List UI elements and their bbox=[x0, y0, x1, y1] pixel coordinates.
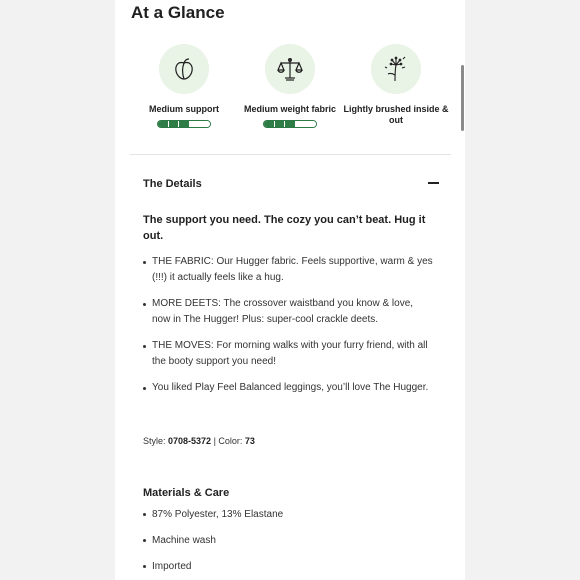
section-divider bbox=[130, 154, 451, 155]
glance-label: Lightly brushed inside & out bbox=[343, 104, 449, 125]
style-label: Style: bbox=[143, 436, 169, 446]
list-item: THE FABRIC: Our Hugger fabric. Feels supportive, warm & yes (!!!) it actually feels like a hug. bbox=[143, 254, 433, 286]
style-color-line bbox=[143, 436, 255, 446]
color-number: 73 bbox=[244, 436, 255, 446]
scrollbar-thumb[interactable] bbox=[461, 65, 464, 131]
details-section-heading[interactable]: The Details bbox=[143, 178, 202, 190]
materials-list bbox=[143, 508, 283, 580]
peach-icon bbox=[159, 44, 209, 94]
glance-label: Medium support bbox=[149, 104, 219, 114]
support-level-meter bbox=[157, 120, 211, 128]
at-a-glance-heading: At a Glance bbox=[131, 3, 225, 22]
product-info-panel bbox=[115, 0, 465, 580]
glance-item-support bbox=[129, 44, 239, 128]
dandelion-icon bbox=[371, 44, 421, 94]
details-bullet-list bbox=[143, 254, 433, 406]
color-label: Color: bbox=[218, 436, 245, 446]
list-item: 87% Polyester, 13% Elastane bbox=[143, 508, 283, 521]
minus-icon[interactable] bbox=[427, 176, 439, 190]
glance-label: Medium weight fabric bbox=[243, 104, 336, 114]
list-item: Machine wash bbox=[143, 534, 283, 547]
fabric-weight-meter bbox=[263, 120, 317, 128]
list-item: MORE DEETS: The crossover waistband you know & love, now in The Hugger! Plus: super-cool crackle deets. bbox=[143, 296, 433, 328]
list-item: THE MOVES: For morning walks with your furry friend, with all the booty support you need! bbox=[143, 338, 433, 370]
materials-care-heading: Materials & Care bbox=[143, 487, 230, 499]
product-headline: The support you need. The cozy you can’t beat. Hug it out. bbox=[143, 214, 426, 242]
glance-item-brushed bbox=[341, 44, 451, 126]
style-number: 0708-5372 bbox=[168, 436, 212, 446]
meta-separator: | bbox=[211, 436, 219, 446]
scale-icon bbox=[265, 44, 315, 94]
list-item: Imported bbox=[143, 560, 283, 573]
list-item: You liked Play Feel Balanced leggings, you’ll love The Hugger. bbox=[143, 380, 433, 396]
glance-item-fabric-weight bbox=[235, 44, 345, 128]
